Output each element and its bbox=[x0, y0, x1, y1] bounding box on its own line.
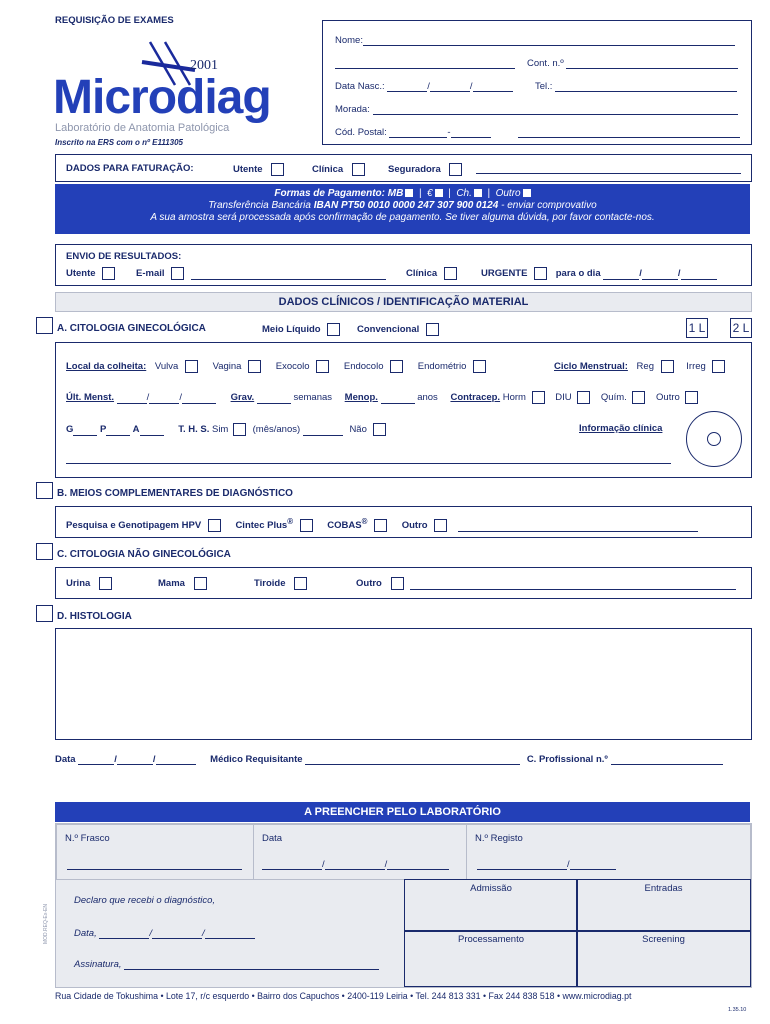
vagina-label: Vagina bbox=[212, 361, 242, 373]
urina-checkbox[interactable] bbox=[99, 577, 112, 590]
contracep-other-label: Outro bbox=[656, 392, 680, 404]
lab-header: A PREENCHER PELO LABORATÓRIO bbox=[55, 802, 750, 822]
semanas-label: semanas bbox=[293, 392, 333, 404]
results-email-label: E-mail bbox=[136, 268, 165, 280]
postal-label: Cód. Postal: bbox=[335, 127, 387, 138]
tube-2l[interactable]: 2 L bbox=[730, 318, 752, 338]
results-label: ENVIO DE RESULTADOS: bbox=[66, 251, 182, 262]
vulva-checkbox[interactable] bbox=[185, 360, 198, 373]
ths-nao-checkbox[interactable] bbox=[373, 423, 386, 436]
billing-seguradora-checkbox[interactable] bbox=[449, 163, 462, 176]
ciclo-irreg-checkbox[interactable] bbox=[712, 360, 725, 373]
admissao-cell[interactable] bbox=[404, 879, 578, 932]
results-clinica-label: Clínica bbox=[406, 268, 438, 280]
lab-date-label: Data bbox=[262, 833, 283, 844]
declaro-date-field[interactable] bbox=[205, 938, 255, 939]
g-field[interactable] bbox=[73, 435, 97, 436]
cont-field[interactable] bbox=[566, 68, 738, 69]
urgente-checkbox[interactable] bbox=[534, 267, 547, 280]
form-code: MOD.REQ-Ex-EN bbox=[43, 904, 49, 944]
ths-label: T. H. S. bbox=[178, 424, 210, 436]
c-other-checkbox[interactable] bbox=[391, 577, 404, 590]
transfer-label: Transferência Bancária bbox=[208, 200, 314, 211]
horm-checkbox[interactable] bbox=[532, 391, 545, 404]
endometrio-checkbox[interactable] bbox=[473, 360, 486, 373]
results-email-checkbox[interactable] bbox=[171, 267, 184, 280]
ult-menst-label: Últ. Menst. bbox=[66, 392, 115, 404]
section-d-checkbox[interactable] bbox=[36, 605, 53, 622]
endocolo-label: Endocolo bbox=[343, 361, 384, 373]
contracep-other-checkbox[interactable] bbox=[685, 391, 698, 404]
menop-field[interactable] bbox=[381, 403, 415, 404]
c-other-field[interactable] bbox=[410, 589, 736, 590]
clinical-header: DADOS CLÍNICOS / IDENTIFICAÇÃO MATERIAL bbox=[55, 292, 752, 312]
slide-center-icon bbox=[707, 432, 721, 446]
logo-year: 2001 bbox=[190, 58, 218, 73]
billing-box bbox=[55, 154, 752, 182]
section-c-title: C. CITOLOGIA NÃO GINECOLÓGICA bbox=[57, 549, 231, 560]
cintec-reg-mark: ® bbox=[287, 517, 294, 526]
info-clinica-label: Informação clínica bbox=[579, 423, 663, 434]
payment-note: A sua amostra será processada após confirmação de pagamento. Se tiver alguma dúvida, por favor contacte-nos. bbox=[150, 212, 655, 223]
exocolo-checkbox[interactable] bbox=[316, 360, 329, 373]
iban: IBAN PT50 0010 0000 247 307 900 0124 bbox=[313, 200, 499, 211]
logo bbox=[50, 40, 315, 145]
declaro-date-label: Data, bbox=[74, 928, 97, 939]
para-o-dia-label: para o dia bbox=[555, 268, 601, 280]
results-email-field[interactable] bbox=[191, 279, 386, 280]
ths-nao-label: Não bbox=[349, 424, 367, 436]
horm-label: Horm bbox=[502, 392, 526, 404]
diu-label: DIU bbox=[555, 392, 572, 404]
c-other-label: Outro bbox=[356, 578, 382, 590]
hpv-checkbox[interactable] bbox=[208, 519, 221, 532]
cprof-field[interactable] bbox=[611, 764, 723, 765]
cobas-checkbox[interactable] bbox=[374, 519, 387, 532]
logo-tagline: Laboratório de Anatomia Patológica bbox=[55, 122, 230, 134]
vulva-label: Vulva bbox=[154, 361, 179, 373]
frasco-cell bbox=[56, 824, 254, 880]
billing-clinica-checkbox[interactable] bbox=[352, 163, 365, 176]
tube-1l[interactable]: 1 L bbox=[686, 318, 708, 338]
cont-label: Cont. n.º bbox=[527, 58, 564, 69]
meio-liquido-checkbox[interactable] bbox=[327, 323, 340, 336]
billing-seguradora-label: Seguradora bbox=[388, 164, 441, 176]
urgent-date-field[interactable] bbox=[681, 279, 717, 280]
anos-label: anos bbox=[417, 392, 438, 404]
lab-date-field[interactable] bbox=[387, 869, 449, 870]
screening-cell[interactable] bbox=[576, 930, 751, 987]
ciclo-reg-checkbox[interactable] bbox=[661, 360, 674, 373]
b-other-label: Outro bbox=[401, 520, 428, 532]
urgente-label: URGENTE bbox=[481, 268, 528, 280]
entradas-label: Entradas bbox=[644, 883, 683, 894]
billing-insurer-field[interactable] bbox=[476, 173, 741, 174]
diu-checkbox[interactable] bbox=[577, 391, 590, 404]
lab-date-cell: Data / / bbox=[253, 824, 467, 880]
convencional-label: Convencional bbox=[357, 324, 420, 336]
histologia-box[interactable] bbox=[55, 628, 752, 740]
results-utente-checkbox[interactable] bbox=[102, 267, 115, 280]
cintec-label: Cintec Plus bbox=[235, 520, 288, 532]
section-a-title: A. CITOLOGIA GINECOLÓGICA bbox=[57, 323, 206, 334]
entradas-cell[interactable] bbox=[576, 879, 751, 932]
endometrio-label: Endométrio bbox=[417, 361, 467, 373]
quim-checkbox[interactable] bbox=[632, 391, 645, 404]
signature-date-field[interactable] bbox=[156, 764, 196, 765]
convencional-checkbox[interactable] bbox=[426, 323, 439, 336]
logo-brand: Microdiag bbox=[53, 71, 271, 124]
ths-sim-label: Sim bbox=[211, 424, 229, 436]
name-field-2[interactable] bbox=[335, 68, 515, 69]
registo-cell: N.º Registo / bbox=[466, 824, 751, 880]
address-field[interactable] bbox=[373, 114, 738, 115]
medico-field[interactable] bbox=[305, 764, 520, 765]
dob-field[interactable] bbox=[473, 91, 513, 92]
section-d-title: D. HISTOLOGIA bbox=[57, 611, 132, 622]
section-c-checkbox[interactable] bbox=[36, 543, 53, 560]
payment-euro-label: € bbox=[427, 188, 433, 199]
postal-field[interactable] bbox=[451, 137, 491, 138]
a-field[interactable] bbox=[140, 435, 164, 436]
mama-checkbox[interactable] bbox=[194, 577, 207, 590]
registo-field[interactable] bbox=[570, 869, 616, 870]
hpv-label: Pesquisa e Genotipagem HPV bbox=[66, 520, 202, 532]
frasco-label: N.º Frasco bbox=[65, 833, 110, 844]
billing-label: DADOS PARA FATURAÇÃO: bbox=[66, 163, 194, 174]
admissao-label: Admissão bbox=[470, 883, 512, 894]
assinatura-label: Assinatura, bbox=[74, 959, 122, 970]
grav-field[interactable] bbox=[257, 403, 291, 404]
results-box: ENVIO DE RESULTADOS: Utente E-mail Clínica URGENTE para o dia / / bbox=[55, 244, 752, 286]
endocolo-checkbox[interactable] bbox=[390, 360, 403, 373]
transfer-note: - enviar comprovativo bbox=[498, 200, 597, 211]
g-label: G bbox=[66, 424, 74, 436]
payment-cheque-checkbox[interactable] bbox=[474, 189, 482, 197]
name-field[interactable] bbox=[363, 45, 735, 46]
ers-number: Inscrito na ERS com o nº E111305 bbox=[55, 138, 184, 147]
results-utente-label: Utente bbox=[66, 268, 96, 280]
assinatura-field[interactable] bbox=[124, 969, 379, 970]
billing-utente-label: Utente bbox=[233, 164, 263, 176]
payment-cheque-label: Ch. bbox=[456, 188, 472, 199]
tiroide-checkbox[interactable] bbox=[294, 577, 307, 590]
local-colheita-label: Local da colheita: bbox=[66, 361, 147, 373]
footer-code: 1.35.10 bbox=[728, 1007, 747, 1013]
b-other-field[interactable] bbox=[458, 531, 698, 532]
screening-label: Screening bbox=[642, 934, 685, 945]
medico-label: Médico Requisitante bbox=[210, 754, 303, 765]
payment-other-checkbox[interactable] bbox=[523, 189, 531, 197]
patient-box: Nome: Cont. n.º Data Nasc.: / / Tel.: Morada: Cód. Postal: - bbox=[322, 20, 752, 145]
footer-address: Rua Cidade de Tokushima • Lote 17, r/c esquerdo • Bairro dos Capuchos • 2400-119 Leiria • Tel. 244 813 331 • Fax 244 838 518 • www.microdiag.pt bbox=[55, 991, 632, 1001]
section-b-box bbox=[55, 506, 752, 538]
section-b-title: B. MEIOS COMPLEMENTARES DE DIAGNÓSTICO bbox=[57, 488, 293, 499]
signature-date-label: Data bbox=[55, 754, 76, 765]
info-clinica-field[interactable] bbox=[66, 463, 671, 464]
section-c-box bbox=[55, 567, 752, 599]
payment-mb-checkbox[interactable] bbox=[405, 189, 413, 197]
processamento-cell[interactable] bbox=[404, 930, 578, 987]
urina-label: Urina bbox=[66, 578, 91, 590]
cobas-reg-mark: ® bbox=[361, 517, 368, 526]
ciclo-reg-label: Reg bbox=[636, 361, 654, 373]
ths-sim-checkbox[interactable] bbox=[233, 423, 246, 436]
declaro-text: Declaro que recebi o diagnóstico, bbox=[74, 895, 216, 906]
processamento-label: Processamento bbox=[457, 934, 524, 945]
tel-field[interactable] bbox=[555, 91, 737, 92]
cprof-label: C. Profissional n.º bbox=[526, 754, 608, 765]
registo-label: N.º Registo bbox=[475, 833, 523, 844]
menop-label: Menop. bbox=[344, 392, 378, 404]
cobas-label: COBAS bbox=[327, 520, 362, 532]
tiroide-label: Tiroide bbox=[254, 578, 286, 590]
mes-anos-label: (mês/anos) bbox=[252, 424, 301, 436]
section-a-checkbox[interactable] bbox=[36, 317, 53, 334]
grav-label: Grav. bbox=[230, 392, 255, 404]
billing-utente-checkbox[interactable] bbox=[271, 163, 284, 176]
lab-area: N.º Frasco Data / / N.º Registo / Declaro que recebi o diagnóstico, Data, / / Assinatura, MOD.REQ-Ex-EN Admissão Entradas Processamento Screening bbox=[55, 823, 752, 988]
mama-label: Mama bbox=[158, 578, 185, 590]
a-label: A bbox=[132, 424, 140, 436]
billing-clinica-label: Clínica bbox=[312, 164, 344, 176]
payment-other-label: Outro bbox=[495, 188, 521, 199]
payment-euro-checkbox[interactable] bbox=[435, 189, 443, 197]
name-label: Nome: bbox=[335, 35, 363, 46]
form-title: REQUISIÇÃO DE EXAMES bbox=[55, 15, 174, 26]
exocolo-label: Exocolo bbox=[275, 361, 310, 373]
frasco-field[interactable] bbox=[67, 869, 242, 870]
address-label: Morada: bbox=[335, 104, 370, 115]
ciclo-irreg-label: Irreg bbox=[686, 361, 706, 373]
quim-label: Quím. bbox=[600, 392, 627, 404]
section-a-box: Local da colheita: Vulva Vagina Exocolo Endocolo Endométrio Ciclo Menstrual: Reg Irreg Últ. Menst. / / Grav. semanas Menop. anos Contracep. Horm DIU Quím. Outro G P A T. H. S. Sim (mês/anos) Não Informação clínica bbox=[55, 342, 752, 478]
ths-duration-field[interactable] bbox=[303, 435, 343, 436]
payment-methods-label: Formas de Pagamento: MB bbox=[274, 188, 404, 199]
locality-field[interactable] bbox=[518, 137, 740, 138]
meio-liquido-label: Meio Líquido bbox=[262, 324, 321, 336]
vagina-checkbox[interactable] bbox=[248, 360, 261, 373]
p-field[interactable] bbox=[106, 435, 130, 436]
ciclo-menstrual-label: Ciclo Menstrual: bbox=[554, 361, 628, 373]
slide-circle bbox=[686, 411, 742, 467]
dob-label: Data Nasc.: bbox=[335, 81, 385, 92]
p-label: P bbox=[100, 424, 107, 436]
payment-banner: Formas de Pagamento: MB | € | Ch. | Outro Transferência Bancária IBAN PT50 0010 0000 247 307 900 0124 - enviar comprovativo A sua amostra será processada após confirmação de pagamento. Se tiver alguma dúvida, por favor contacte-nos. bbox=[55, 184, 750, 234]
contracep-label: Contracep. bbox=[450, 392, 501, 404]
section-b-checkbox[interactable] bbox=[36, 482, 53, 499]
ult-menst-field[interactable] bbox=[182, 403, 216, 404]
cintec-checkbox[interactable] bbox=[300, 519, 313, 532]
tel-label: Tel.: bbox=[535, 81, 553, 92]
results-clinica-checkbox[interactable] bbox=[444, 267, 457, 280]
b-other-checkbox[interactable] bbox=[434, 519, 447, 532]
